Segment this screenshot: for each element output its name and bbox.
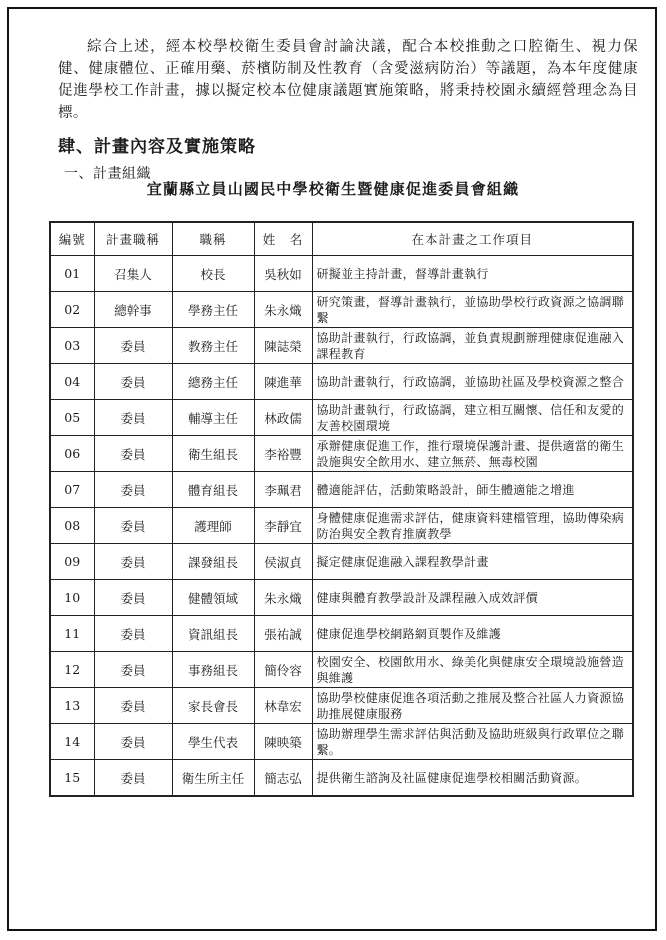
row-task: 擬定健康促進融入課程教學計畫: [312, 544, 633, 580]
row-name: 侯淑貞: [254, 544, 312, 580]
row-plan-title: 委員: [94, 328, 172, 364]
table-row: [50, 616, 633, 652]
header-plan-title: 計畫職稱: [94, 222, 172, 256]
row-position: 學生代表: [172, 724, 254, 760]
row-task: 身體健康促進需求評估，健康資料建檔管理，協助傳染病防治與安全教育推廣教學: [312, 508, 633, 544]
row-plan-title: 委員: [94, 580, 172, 616]
row-number: 05: [50, 400, 94, 436]
table-row: [50, 328, 633, 364]
table-row: [50, 760, 633, 797]
row-position: 護理師: [172, 508, 254, 544]
header-number: 編號: [50, 222, 94, 256]
row-task: 協助辦理學生需求評估與活動及協助班級與行政單位之聯繫。: [312, 724, 633, 760]
row-task: 健康促進學校網路網頁製作及維護: [312, 616, 633, 652]
row-name: 吳秋如: [254, 256, 312, 292]
row-position: 總務主任: [172, 364, 254, 400]
row-number: 15: [50, 760, 94, 797]
row-position: 家長會長: [172, 688, 254, 724]
row-position: 學務主任: [172, 292, 254, 328]
row-task: 研擬並主持計畫，督導計畫執行: [312, 256, 633, 292]
row-plan-title: 委員: [94, 724, 172, 760]
row-name: 張祐誠: [254, 616, 312, 652]
row-name: 簡伶容: [254, 652, 312, 688]
row-plan-title: 委員: [94, 616, 172, 652]
row-number: 13: [50, 688, 94, 724]
row-position: 教務主任: [172, 328, 254, 364]
row-task: 提供衛生諮詢及社區健康促進學校相關活動資源。: [312, 760, 633, 797]
row-position: 衛生所主任: [172, 760, 254, 797]
table-row: [50, 472, 633, 508]
sub-heading: 一、計畫組織: [64, 166, 151, 182]
row-number: 02: [50, 292, 94, 328]
row-number: 06: [50, 436, 94, 472]
row-plan-title: 委員: [94, 436, 172, 472]
row-plan-title: 總幹事: [94, 292, 172, 328]
table-row: [50, 436, 633, 472]
row-number: 07: [50, 472, 94, 508]
row-number: 08: [50, 508, 94, 544]
table-row: [50, 652, 633, 688]
table-row: [50, 688, 633, 724]
table-row: [50, 292, 633, 328]
row-number: 14: [50, 724, 94, 760]
row-task: 協助計畫執行，行政協調，並協助社區及學校資源之整合: [312, 364, 633, 400]
header-name: 姓 名: [254, 222, 312, 256]
row-task: 承辦健康促進工作，推行環境保護計畫、提供適當的衛生設施與安全飲用水、建立無菸、無毒校園: [312, 436, 633, 472]
row-plan-title: 委員: [94, 472, 172, 508]
row-number: 03: [50, 328, 94, 364]
row-position: 健體領域: [172, 580, 254, 616]
row-position: 衛生組長: [172, 436, 254, 472]
table-row: [50, 724, 633, 760]
row-number: 12: [50, 652, 94, 688]
row-name: 李靜宜: [254, 508, 312, 544]
row-name: 朱永熾: [254, 580, 312, 616]
row-plan-title: 委員: [94, 364, 172, 400]
header-task: 在本計畫之工作項目: [312, 222, 633, 256]
row-task: 協助學校健康促進各項活動之推展及整合社區人力資源協助推展健康服務: [312, 688, 633, 724]
row-name: 林政儒: [254, 400, 312, 436]
table-row: [50, 256, 633, 292]
row-name: 李珮君: [254, 472, 312, 508]
row-position: 事務組長: [172, 652, 254, 688]
row-task: 研究策畫，督導計畫執行，並協助學校行政資源之協調聯繫: [312, 292, 633, 328]
row-task: 協助計畫執行，行政協調，建立相互關懷、信任和友愛的友善校園環境: [312, 400, 633, 436]
table-row: [50, 580, 633, 616]
table-row: [50, 400, 633, 436]
row-name: 林韋宏: [254, 688, 312, 724]
row-position: 體育組長: [172, 472, 254, 508]
row-position: 校長: [172, 256, 254, 292]
row-plan-title: 召集人: [94, 256, 172, 292]
row-name: 陳誌榮: [254, 328, 312, 364]
table-row: [50, 544, 633, 580]
row-number: 10: [50, 580, 94, 616]
table-row: [50, 364, 633, 400]
row-name: 李裕豐: [254, 436, 312, 472]
row-position: 輔導主任: [172, 400, 254, 436]
row-name: 朱永熾: [254, 292, 312, 328]
row-number: 04: [50, 364, 94, 400]
table-row: [50, 508, 633, 544]
row-task: 體適能評估，活動策略設計，師生體適能之增進: [312, 472, 633, 508]
row-position: 課發組長: [172, 544, 254, 580]
row-name: 陳映築: [254, 724, 312, 760]
section-heading: 肆、計畫內容及實施策略: [58, 137, 256, 157]
row-plan-title: 委員: [94, 544, 172, 580]
row-name: 簡志弘: [254, 760, 312, 797]
row-task: 健康與體育教學設計及課程融入成效評價: [312, 580, 633, 616]
row-name: 陳進華: [254, 364, 312, 400]
committee-table: [49, 221, 634, 797]
intro-paragraph: 綜合上述，經本校學校衛生委員會討論決議，配合本校推動之口腔衛生、視力保健、健康體位、正確用藥、菸檳防制及性教育（含愛滋病防治）等議題，為本年度健康促進學校工作計畫，據以擬定校本位健康議題實施策略，將秉持校園永續經營理念為目標。: [58, 39, 638, 121]
table-header-row: [50, 222, 633, 256]
row-number: 09: [50, 544, 94, 580]
row-plan-title: 委員: [94, 760, 172, 797]
row-number: 11: [50, 616, 94, 652]
header-position: 職稱: [172, 222, 254, 256]
row-plan-title: 委員: [94, 508, 172, 544]
row-number: 01: [50, 256, 94, 292]
row-plan-title: 委員: [94, 688, 172, 724]
row-plan-title: 委員: [94, 652, 172, 688]
row-task: 協助計畫執行，行政協調，並負責規劃辦理健康促進融入課程教育: [312, 328, 633, 364]
row-position: 資訊組長: [172, 616, 254, 652]
table-title: 宜蘭縣立員山國民中學校衛生暨健康促進委員會組織: [146, 180, 520, 198]
row-plan-title: 委員: [94, 400, 172, 436]
row-task: 校園安全、校園飲用水、綠美化與健康安全環境設施營造與維護: [312, 652, 633, 688]
